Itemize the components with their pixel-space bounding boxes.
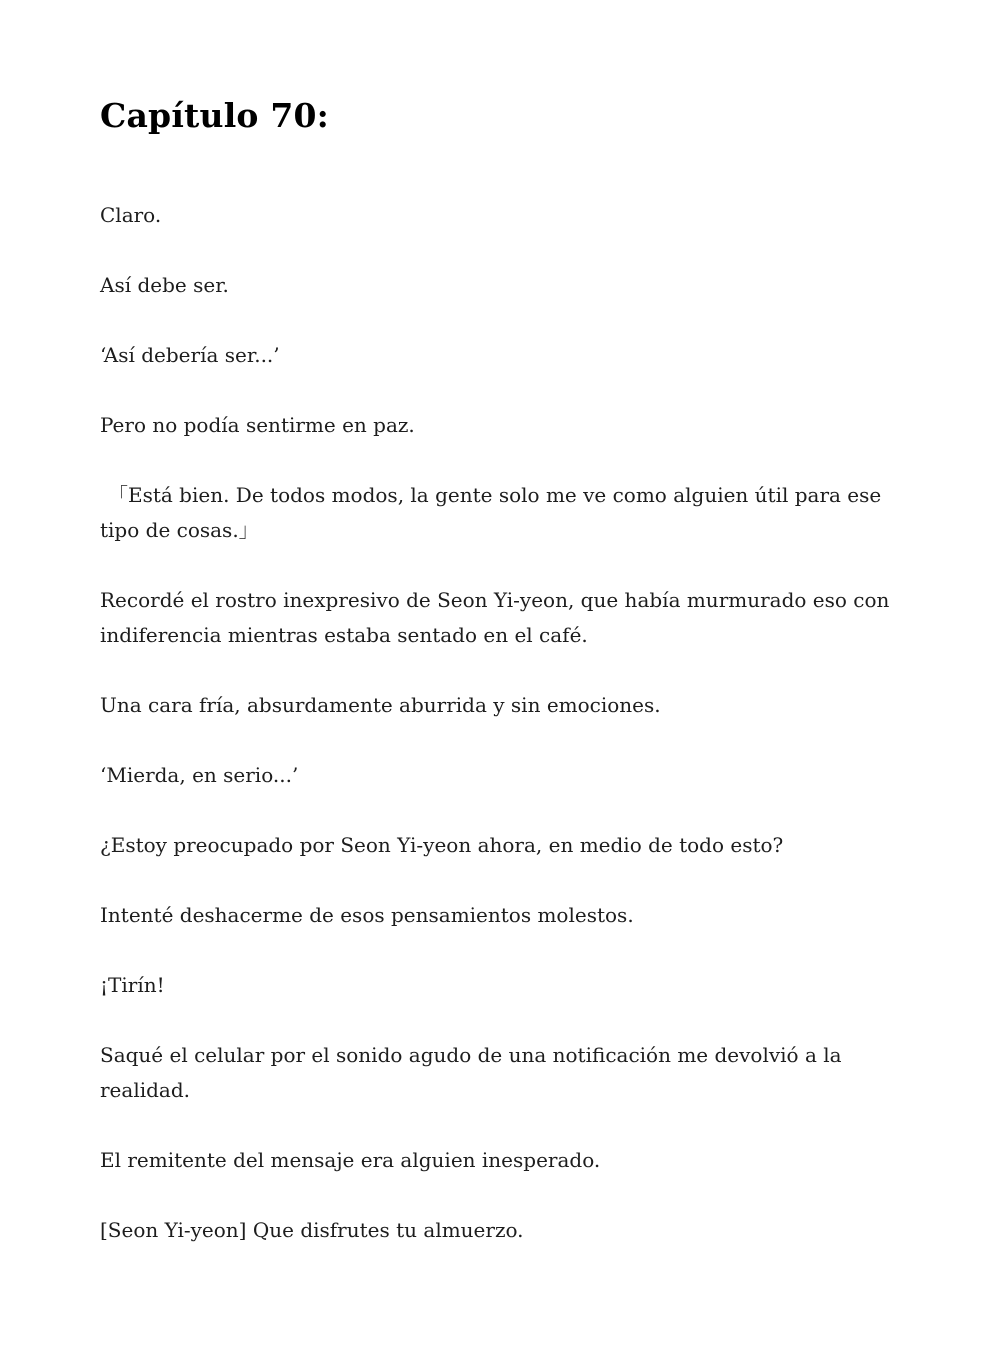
paragraph: ‘Mierda, en serio...’	[100, 763, 299, 788]
paragraph: [Seon Yi-yeon] Que disfrutes tu almuerzo.	[100, 1218, 524, 1243]
paragraph: Recordé el rostro inexpresivo de Seon Yi-yeon, que había murmurado eso con indiferencia mientras estaba sentado en el café.	[100, 588, 890, 648]
paragraph: ¿Estoy preocupado por Seon Yi-yeon ahora, en medio de todo esto?	[100, 833, 784, 858]
chapter-title: Capítulo 70:	[100, 96, 330, 135]
paragraph: Saqué el celular por el sonido agudo de una notificación me devolvió a la realidad.	[100, 1043, 842, 1103]
paragraph: ¡Tirín!	[100, 973, 165, 998]
paragraph: Claro.	[100, 203, 162, 228]
paragraph-quote: 「Está bien. De todos modos, la gente solo me ve como alguien útil para ese tipo de cosas.」	[100, 483, 882, 543]
paragraph: Una cara fría, absurdamente aburrida y sin emociones.	[100, 693, 661, 718]
paragraph: Intenté deshacerme de esos pensamientos molestos.	[100, 903, 634, 928]
paragraph: El remitente del mensaje era alguien inesperado.	[100, 1148, 601, 1173]
paragraph: Pero no podía sentirme en paz.	[100, 413, 415, 438]
paragraph: Así debe ser.	[100, 273, 229, 298]
paragraph: ‘Así debería ser...’	[100, 343, 280, 368]
